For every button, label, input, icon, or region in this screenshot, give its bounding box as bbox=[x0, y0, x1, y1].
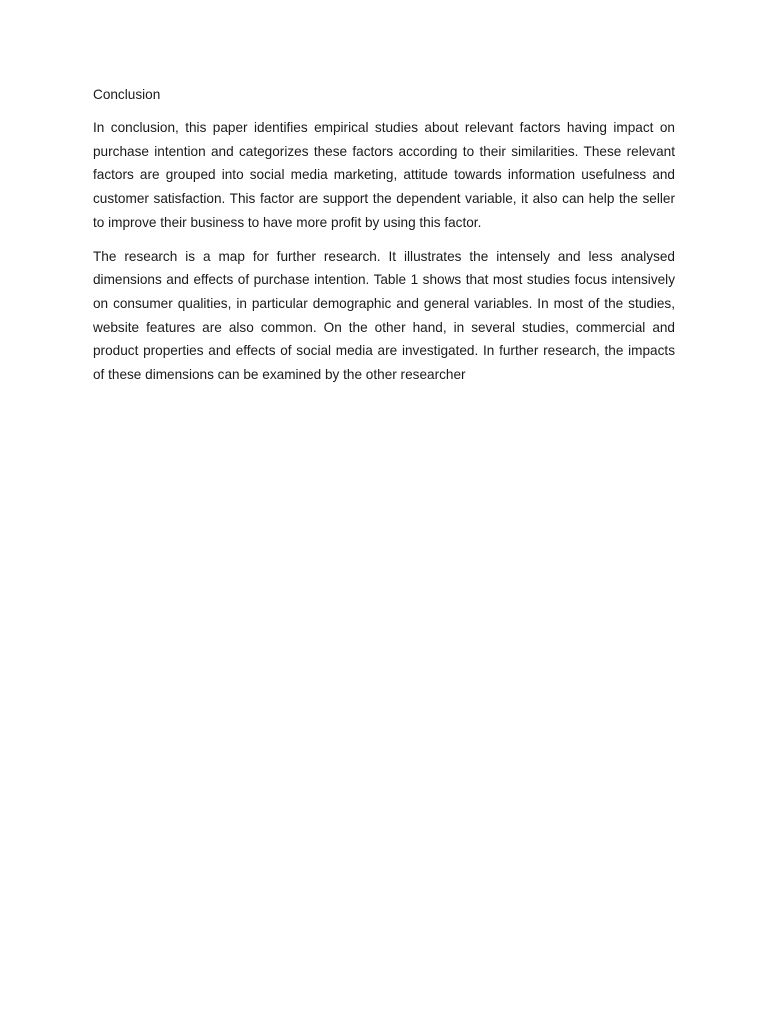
document-page bbox=[93, 86, 675, 397]
paragraph-1: In conclusion, this paper identifies empirical studies about relevant factors having impact on purchase intention and categorizes these factors according to their similarities. These relevant factors are grouped into social media marketing, attitude towards information usefulness and customer satisfaction. This factor are support the dependent variable, it also can help the seller to improve their business to have more profit by using this factor. bbox=[93, 120, 675, 230]
section-heading: Conclusion bbox=[93, 87, 161, 102]
paragraph-2: The research is a map for further research. It illustrates the intensely and less analysed dimensions and effects of purchase intention. Table 1 shows that most studies focus intensively on consumer qualities, in particular demographic and general variables. In most of the studies, website features are also common. On the other hand, in several studies, commercial and product properties and effects of social media are investigated. In further research, the impacts of these dimensions can be examined by the other researcher bbox=[93, 248, 675, 383]
